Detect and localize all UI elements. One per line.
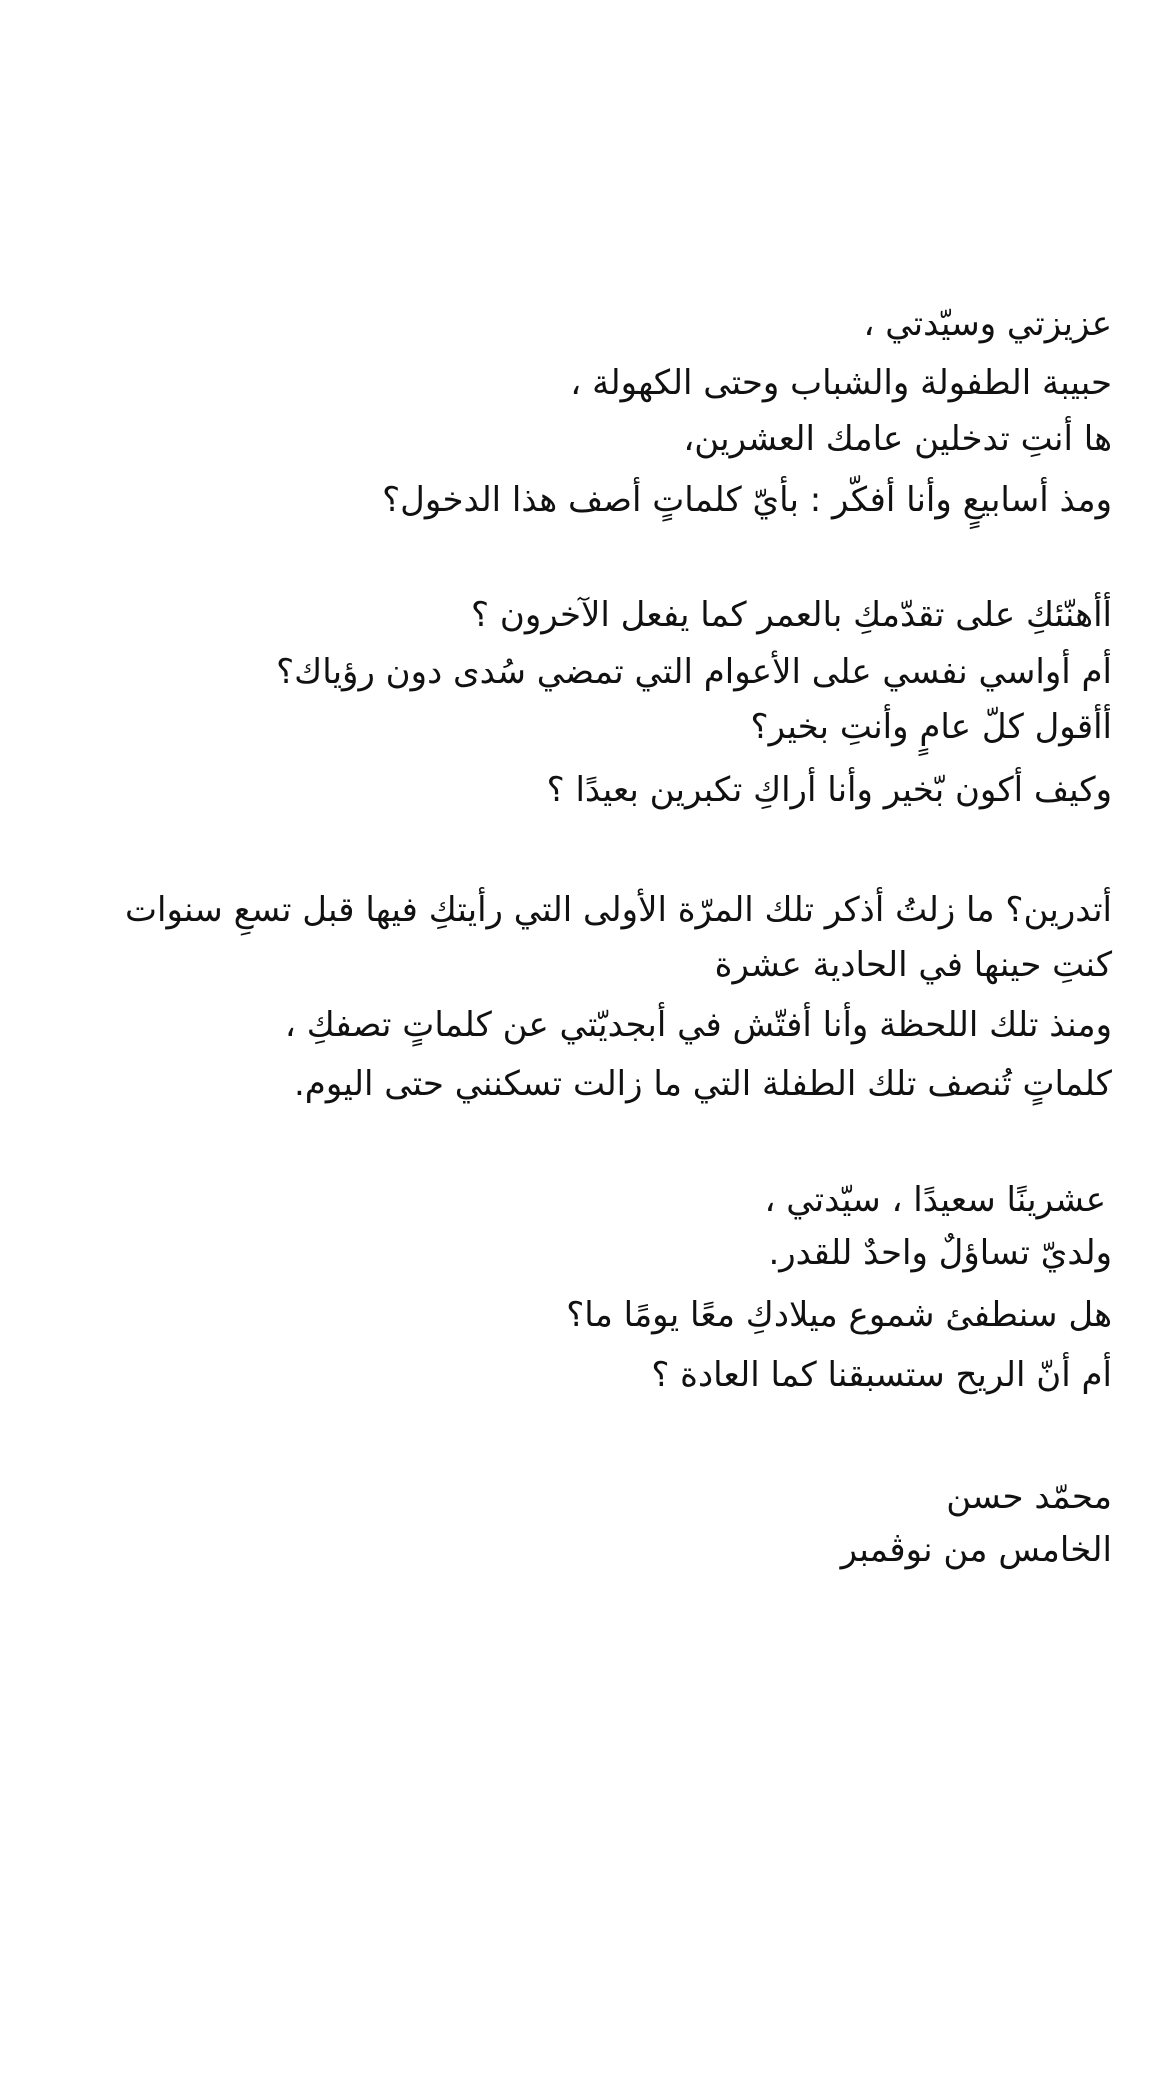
letter-line: حبيبة الطفولة والشباب وحتى الكهولة ، <box>570 363 1112 403</box>
letter-line: كنتِ حينها في الحادية عشرة <box>714 945 1112 985</box>
letter-line: ومذ أسابيعٍ وأنا أفكّر : بأيّ كلماتٍ أصف هذا الدخول؟ <box>382 480 1112 520</box>
letter-line: أم أواسي نفسي على الأعوام التي تمضي سُدى دون رؤياك؟ <box>276 652 1112 692</box>
letter-line: هل سنطفئ شموع ميلادكِ معًا يومًا ما؟ <box>566 1295 1112 1335</box>
letter-line: أم أنّ الريح ستسبقنا كما العادة ؟ <box>651 1355 1112 1395</box>
letter-line: ومنذ تلك اللحظة وأنا أفتّش في أبجديّتي عن كلماتٍ تصفكِ ، <box>284 1005 1112 1045</box>
letter-line: أأقول كلّ عامٍ وأنتِ بخير؟ <box>750 707 1112 747</box>
letter-line: ولديّ تساؤلٌ واحدٌ للقدر. <box>768 1233 1112 1273</box>
signature-name: محمّد حسن <box>946 1477 1112 1517</box>
letter-line: عزيزتي وسيّدتي ، <box>863 304 1112 344</box>
letter-line: وكيف أكون بّخير وأنا أراكِ تكبرين بعيدًا ؟ <box>546 770 1112 810</box>
letter-line: أأهنّئكِ على تقدّمكِ بالعمر كما يفعل الآخرون ؟ <box>471 595 1112 635</box>
letter-line: كلماتٍ تُنصف تلك الطفلة التي ما زالت تسكنني حتى اليوم. <box>293 1064 1112 1104</box>
letter-line: عشرينًا سعيدًا ، سيّدتي ، <box>764 1180 1106 1220</box>
signature-date: الخامس من نوڤمبر <box>840 1530 1112 1570</box>
letter-line: أتدرين؟ ما زلتُ أذكر تلك المرّة الأولى التي رأيتكِ فيها قبل تسعِ سنوات <box>125 890 1112 930</box>
letter-line: ها أنتِ تدخلين عامك العشرين، <box>683 419 1112 459</box>
